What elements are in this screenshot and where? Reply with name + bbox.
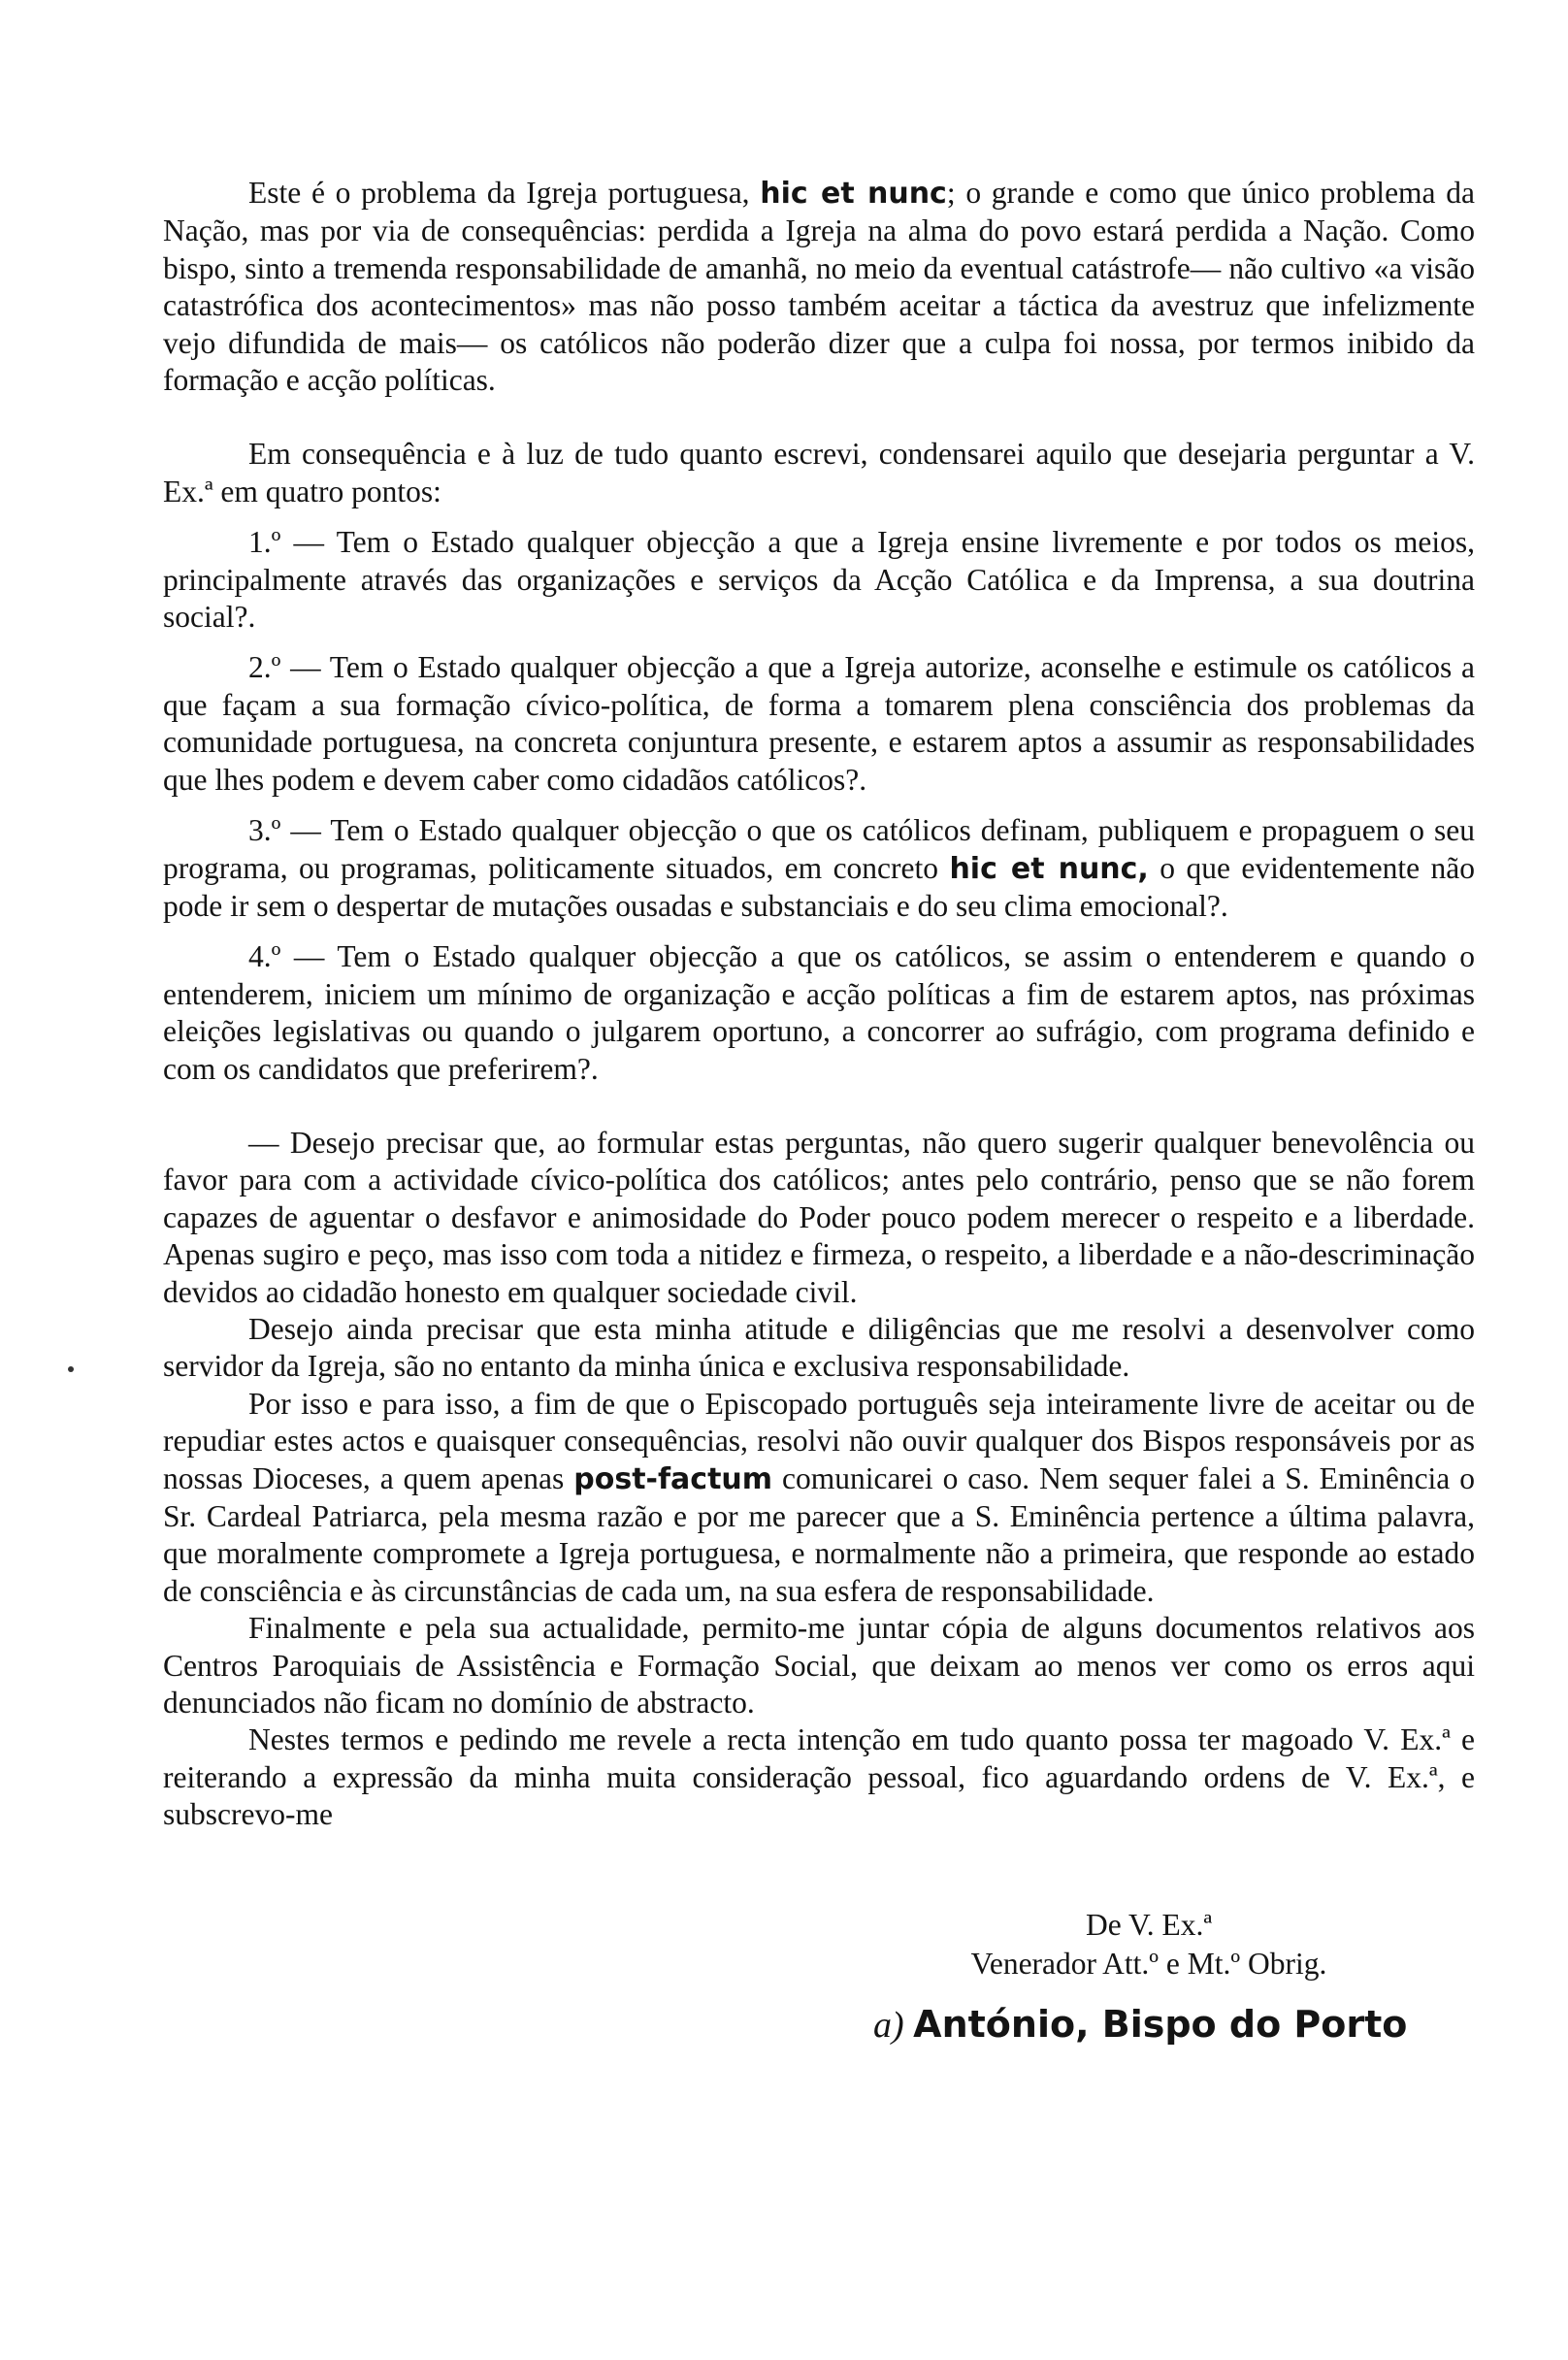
text-run: o que evidentemente não pode ir sem o despertar de mutações ousadas e substanciais e do seu clima emocional?.: [163, 850, 1475, 923]
closing-formula: Venerador Att.º e Mt.º Obrig.: [970, 1947, 1327, 1981]
question-3: [163, 812, 1475, 925]
paragraph-problem: [163, 175, 1475, 399]
text-run: ; o grande e como que único problema da Nação, mas por via de consequências: perdida a Igreja na alma do povo estará perdida a Nação. Como bispo, sinto a tremenda responsabilidade de amanhã, no meio da eventual catástrofe— não cultivo «a visão catastrófica dos acontecimentos» mas não posso também aceitar a táctica da avestruz que infelizmente vejo difundida de mais— os católicos não poderão dizer que a culpa foi nossa, por termos inibido da formação e acção políticas.: [163, 176, 1475, 398]
signature-prefix: a): [873, 2005, 904, 2046]
question-2: 2.º — Tem o Estado qualquer objecção a que a Igreja autorize, aconselhe e estimule os católicos a que façam a sua formação cívico-política, de forma a tomarem plena consciência dos problemas da comunidade portuguesa, na concreta conjuntura presente, e estarem aptos a assumir as responsabilidades que lhes podem e devem caber como cidadãos católicos?.: [163, 650, 1475, 797]
closing-salutation: De V. Ex.ª: [1085, 1908, 1213, 1942]
paragraph-responsibility: Desejo ainda precisar que esta minha atitude e diligências que me resolvi a desenvolver como servidor da Igreja, são no entanto da minha única e exclusiva responsabilidade.: [163, 1311, 1475, 1384]
question-1: 1.º — Tem o Estado qualquer objecção a que a Igreja ensine livremente e por todos os meios, principalmente através das organizações e serviços da Acção Católica e da Imprensa, a sua doutrina social?.: [163, 525, 1475, 635]
question-4: 4.º — Tem o Estado qualquer objecção a que os católicos, se assim o entenderem e quando o entenderem, iniciem um mínimo de organização e acção políticas a fim de estarem aptos, nas próximas eleições legislativas ou quando o julgarem oportuno, a concorrer ao sufrágio, com programa definido e com os candidatos que preferirem?.: [163, 939, 1475, 1086]
paragraph-clarification: — Desejo precisar que, ao formular estas perguntas, não quero sugerir qualquer benevolência ou favor para com a actividade cívico-política dos católicos; antes pelo contrário, penso que se não forem capazes de aguentar o desfavor e animosidade do Poder pouco podem merecer o respeito e a liberdade. Apenas sugiro e peço, mas isso com toda a nitidez e firmeza, o respeito, a liberdade e a não-descriminação devidos ao cidadão honesto em qualquer sociedade civil.: [163, 1125, 1475, 1309]
text-run: Por isso e para isso, a fim de que o Episcopado português seja inteiramente livre de aceitar ou de repudiar estes actos e quaisquer consequências, resolvi não ouvir qualquer dos Bispos responsáveis por as nossas Dioceses, a quem apenas: [163, 1386, 1475, 1495]
signature-name: António, Bispo do Porto: [913, 2003, 1408, 2046]
paragraph-intro-questions: Em consequência e à luz de tudo quanto escrevi, condensarei aquilo que desejaria perguntar a V. Ex.ª em quatro pontos:: [163, 437, 1475, 508]
closing-block: [737, 1906, 1475, 1983]
signature: [873, 2003, 1407, 2047]
paragraph-documents: Finalmente e pela sua actualidade, permito-me juntar cópia de alguns documentos relativos aos Centros Paroquiais de Assistência e Formação Social, que deixam ao menos ver como os erros aqui denunciados não ficam no domínio de abstracto.: [163, 1611, 1475, 1721]
text-run: 3.º — Tem o Estado qualquer objecção o que os católicos definam, publiquem e propaguem o seu programa, ou programas, politicamente situados, em concreto: [163, 813, 1475, 885]
latin-phrase: hic et nunc,: [949, 851, 1149, 886]
letter-body: [163, 175, 1475, 1834]
paragraph-episcopate: [163, 1386, 1475, 1610]
text-run: Este é o problema da Igreja portuguesa,: [248, 176, 761, 210]
latin-phrase: hic et nunc: [760, 177, 947, 211]
margin-mark: [68, 1366, 74, 1372]
latin-phrase: post-factum: [573, 1461, 773, 1496]
paragraph-final: Nestes termos e pedindo me revele a recta intenção em tudo quanto possa ter magoado V. Ex.ª e reiterando a expressão da minha muita consideração pessoal, fico aguardando ordens de V. Ex.ª, e subscrevo-me: [163, 1722, 1475, 1832]
text-run: comunicarei o caso. Nem sequer falei a S. Eminência o Sr. Cardeal Patriarca, pela mesma razão e por me parecer que a S. Eminência pertence a última palavra, que moralmente compromete a Igreja portuguesa, e normalmente não a primeira, que responde ao estado de consciência e às circunstâncias de cada um, na sua esfera de responsabilidade.: [163, 1460, 1475, 1608]
